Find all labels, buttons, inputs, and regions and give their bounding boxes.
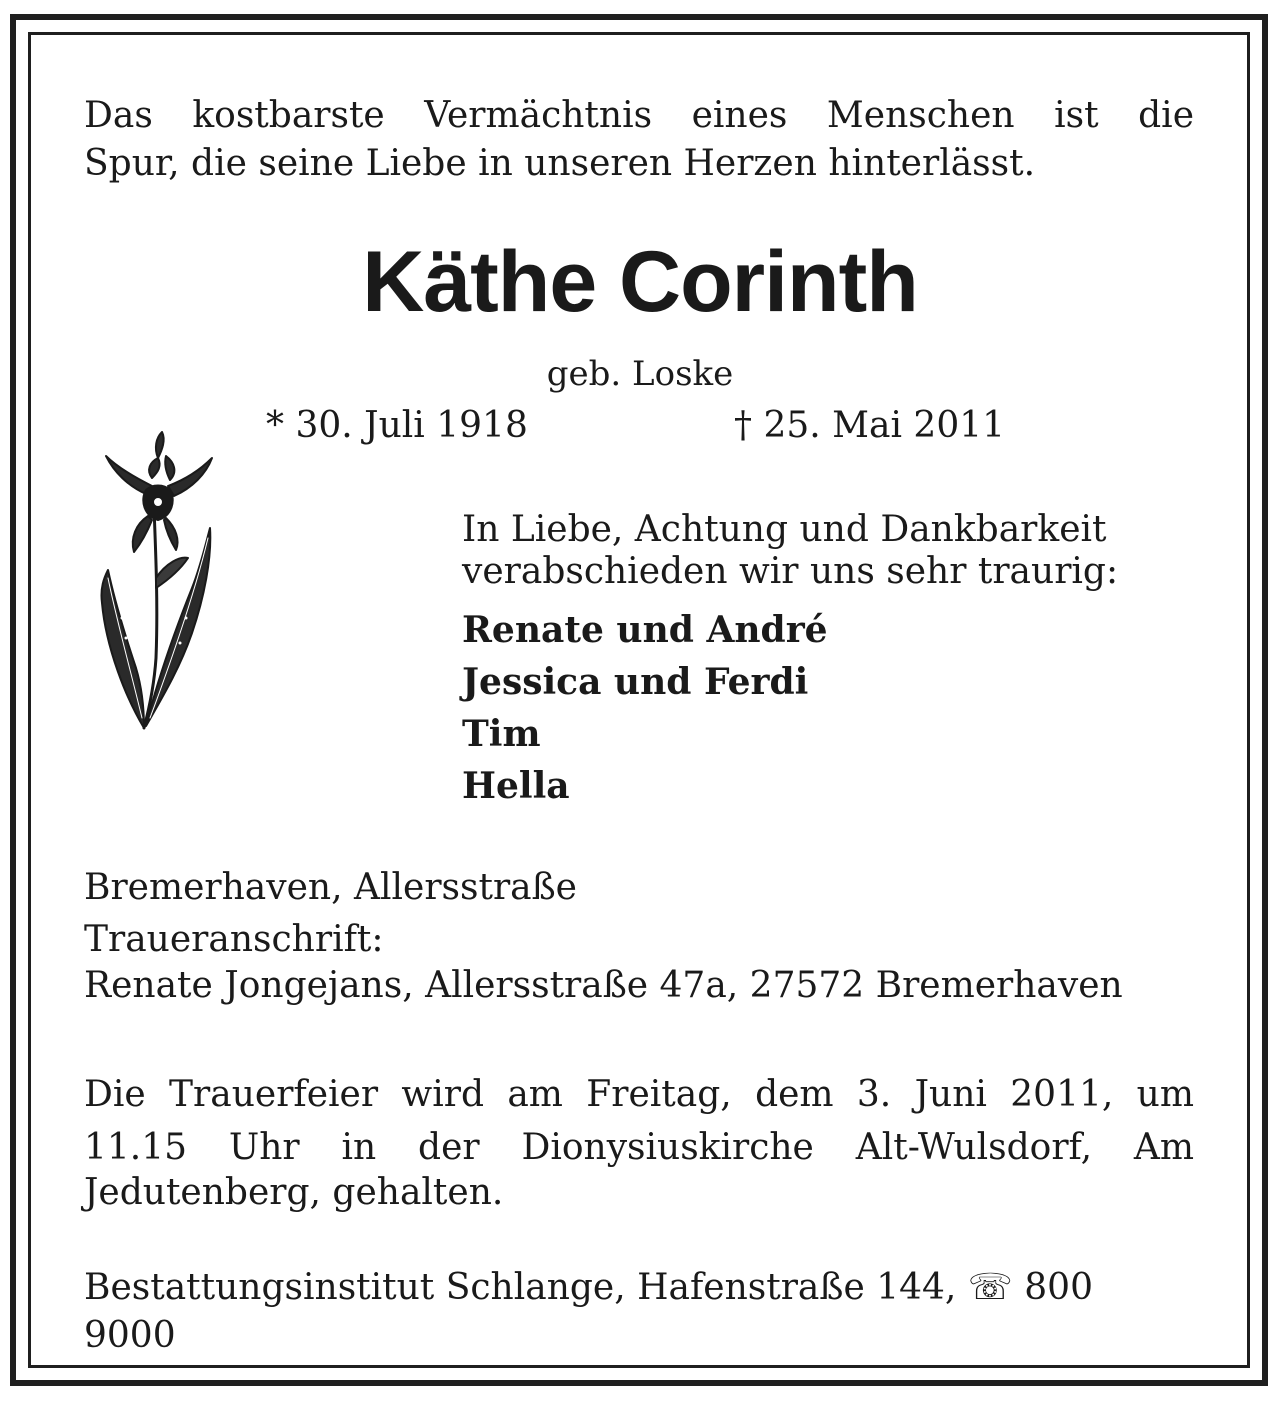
mourner-name: Hella xyxy=(462,765,570,807)
mourner-name: Renate und André xyxy=(462,609,828,651)
ceremony-line-3: Jedutenberg, gehalten. xyxy=(84,1172,504,1213)
intro-line-1: In Liebe, Achtung und Dankbarkeit xyxy=(462,509,1107,550)
deceased-name: Käthe Corinth xyxy=(362,234,918,330)
orchid-flower-icon xyxy=(96,428,226,733)
mourner-name: Tim xyxy=(462,713,541,755)
birth-date: * 30. Juli 1918 xyxy=(266,405,528,446)
motto-line-2: Spur, die seine Liebe in unseren Herzen hinterlässt. xyxy=(84,143,1036,184)
condolence-address: Renate Jongejans, Allersstraße 47a, 27572 Bremerhaven xyxy=(84,965,1123,1006)
residence: Bremerhaven, Allersstraße xyxy=(84,867,577,908)
mourner-name: Jessica und Ferdi xyxy=(462,661,809,703)
death-date: † 25. Mai 2011 xyxy=(734,405,1006,446)
ceremony-line-1: Die Trauerfeier wird am Freitag, dem 3. Juni 2011, um xyxy=(84,1074,1194,1115)
intro-line-2: verabschieden wir uns sehr traurig: xyxy=(462,551,1119,592)
maiden-name: geb. Loske xyxy=(546,354,734,394)
undertaker-info: Bestattungsinstitut Schlange, Hafenstraße 144, ☏ 800 9000 xyxy=(84,1267,1093,1356)
condolence-address-label: Traueranschrift: xyxy=(84,919,384,960)
mourners-list xyxy=(462,604,828,812)
ceremony-line-2: 11.15 Uhr in der Dionysiuskirche Alt-Wulsdorf, Am xyxy=(84,1127,1194,1168)
motto-line-1: Das kostbarste Vermächtnis eines Menschen ist die xyxy=(84,95,1194,136)
